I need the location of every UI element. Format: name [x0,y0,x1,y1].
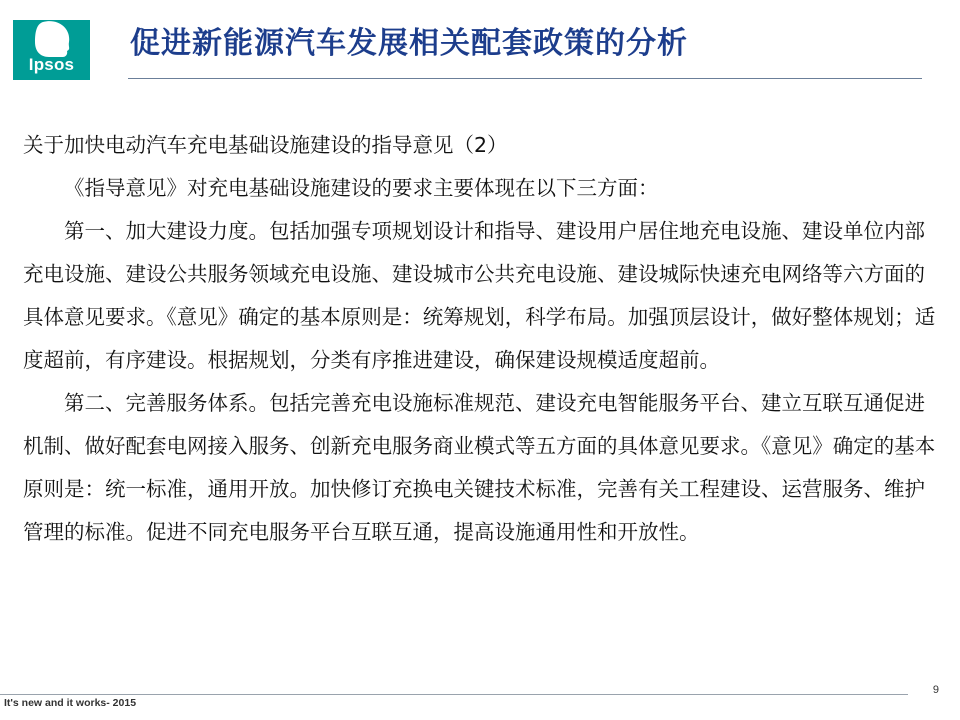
footer-divider [0,694,908,695]
title-divider [128,78,922,79]
ipsos-logo [13,20,90,80]
section-subtitle: 关于加快电动汽车充电基础设施建设的指导意见（2） [23,133,508,157]
intro-paragraph: 《指导意见》对充电基础设施建设的要求主要体现在以下三方面： [64,176,659,200]
footer-tagline: It's new and it works- 2015 [4,697,137,709]
page-title: 促进新能源汽车发展相关配套政策的分析 [130,26,688,61]
paragraph-second: 第二、完善服务体系。包括完善充电设施标准规范、建设充电智能服务平台、建立互联互通促进机制、做好配套电网接入服务、创新充电服务商业模式等五方面的具体意见要求。《意见》确定的基本原则是：统一标准，通用开放。加快修订充换电关键技术标准，完善有关工程建设、运营服务、维护管理的标准。促进不同充电服务平台互联互通，提高设施通用性和开放性。 [23,391,936,544]
paragraph-first: 第一、加大建设力度。包括加强专项规划设计和指导、建设用户居住地充电设施、建设单位内部充电设施、建设公共服务领域充电设施、建设城市公共充电设施、建设城际快速充电网络等六方面的具体意见要求。《意见》确定的基本原则是：统筹规划，科学布局。加强顶层设计，做好整体规划；适度超前，有序建设。根据规划，分类有序推进建设，确保建设规模适度超前。 [23,219,936,372]
logo-wordmark: Ipsos [28,55,75,74]
page-number: 9 [932,684,939,696]
slide-body [23,124,938,554]
